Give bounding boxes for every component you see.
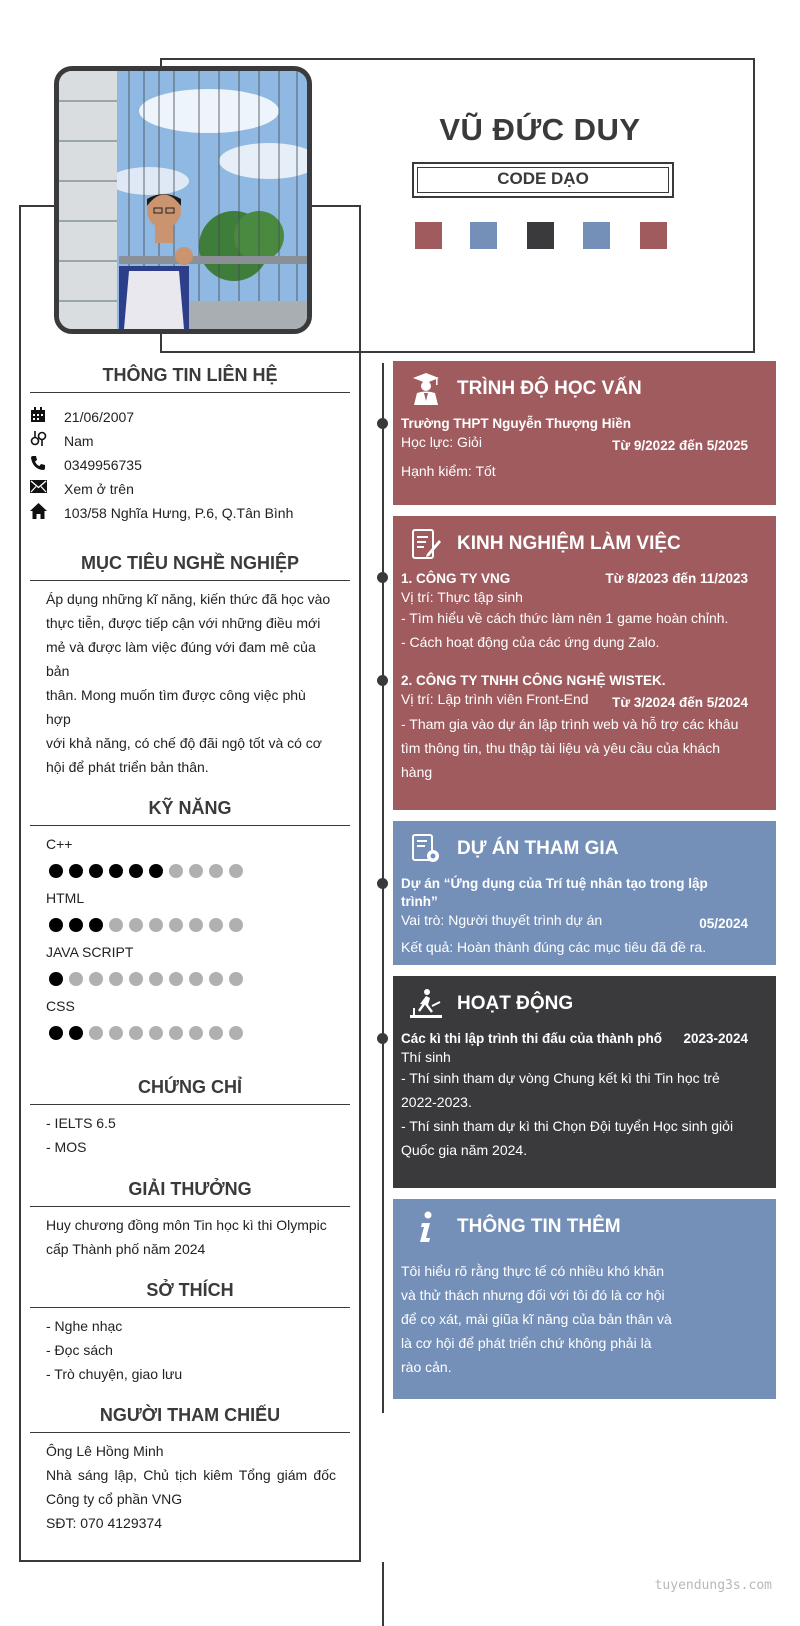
job-title: CODE DẠO — [497, 169, 589, 188]
skill-dot — [89, 864, 103, 878]
skill-dot — [149, 1026, 163, 1040]
info-icon — [401, 1209, 451, 1245]
objective-section — [30, 553, 350, 779]
mail-icon — [30, 480, 64, 498]
skill-name: CSS — [46, 998, 75, 1014]
skill-dot — [209, 972, 223, 986]
skill-dot — [89, 972, 103, 986]
reference-title: NGƯỜI THAM CHIẾU — [30, 1405, 350, 1433]
skill-dot — [209, 864, 223, 878]
home-icon — [30, 503, 64, 524]
job-company: 2. CÔNG TY TNHH CÔNG NGHỆ WISTEK. — [401, 673, 666, 688]
objective-line: Áp dụng những kĩ năng, kiến thức đã học vào — [46, 591, 331, 607]
objective-title: MỤC TIÊU NGHỀ NGHIỆP — [30, 553, 350, 581]
job-period: Từ 3/2024 đến 5/2024 — [612, 695, 748, 710]
objective-line: thực tiễn, được tiếp cận với những điều mới — [46, 615, 321, 631]
timeline-dot — [377, 675, 388, 686]
objective-line: với khả năng, có chế độ đãi ngộ tốt và có cơ — [46, 735, 322, 751]
skill-rating — [30, 908, 350, 942]
hobby-item: - Trò chuyện, giao lưu — [46, 1366, 183, 1382]
skill-dot — [89, 1026, 103, 1040]
activity-role: Thí sinh — [401, 1049, 451, 1065]
skill-dot — [49, 864, 63, 878]
project-settings-icon — [401, 831, 451, 867]
watermark: tuyendung3s.com — [654, 1578, 772, 1593]
activities-block — [393, 976, 776, 1188]
certificates-title: CHỨNG CHỈ — [30, 1077, 350, 1105]
extra-info-line: để cọ xát, mài giũa kĩ năng của bản thân và — [401, 1311, 672, 1327]
hobby-item: - Nghe nhạc — [46, 1318, 123, 1334]
timeline-dot — [377, 418, 388, 429]
contact-phone — [30, 453, 350, 477]
skill-dot — [229, 972, 243, 986]
graduate-icon — [401, 371, 451, 407]
job-line: hàng — [401, 764, 433, 780]
objective-text — [30, 581, 350, 779]
projects-title: DỰ ÁN THAM GIA — [457, 838, 619, 859]
awards-section — [30, 1179, 350, 1261]
activity-period: 2023-2024 — [683, 1031, 748, 1046]
job-line: tìm thông tin, thu thập tài liệu và yêu cầu của khách — [401, 740, 721, 756]
job-line: - Cách hoạt động của các ứng dụng Zalo. — [401, 634, 660, 650]
contact-phone-text: 0349956735 — [64, 457, 142, 473]
skill-rating — [30, 962, 350, 996]
job-period: Từ 8/2023 đến 11/2023 — [605, 571, 748, 586]
contact-birthday — [30, 405, 350, 429]
project-result: Kết quả: Hoàn thành đúng các mục tiêu đã đề ra. — [401, 939, 707, 955]
extra-info-block — [393, 1199, 776, 1399]
skill-dot — [169, 918, 183, 932]
skill-dot — [169, 1026, 183, 1040]
award-line: cấp Thành phố năm 2024 — [46, 1241, 206, 1257]
skill-rating — [30, 1016, 350, 1050]
color-swatch-2 — [470, 222, 497, 249]
reference-line: Ông Lê Hồng Minh — [46, 1443, 164, 1459]
reference-section — [30, 1405, 350, 1535]
education-period: Từ 9/2022 đến 5/2025 — [612, 438, 748, 453]
job-position: Vị trí: Thực tập sinh — [401, 589, 523, 605]
activity-name: Các kì thi lập trình thi đấu của thành phố — [401, 1031, 663, 1046]
skill-dot — [189, 972, 203, 986]
skills-section — [30, 798, 350, 1050]
color-swatch-3 — [527, 222, 554, 249]
activity-icon — [401, 986, 451, 1022]
skills-title: KỸ NĂNG — [30, 798, 350, 826]
extra-info-line: Tôi hiểu rõ rằng thực tế có nhiều khó khăn — [401, 1263, 665, 1279]
skill-name: JAVA SCRIPT — [46, 944, 134, 960]
profile-photo-drawing — [59, 71, 307, 329]
skill-dot — [129, 918, 143, 932]
skill-dot — [129, 972, 143, 986]
extra-info-line: là cơ hội để phát triển chứ không phải là — [401, 1335, 652, 1351]
skill-dot — [49, 918, 63, 932]
skills-list — [30, 826, 350, 1050]
job-position: Vị trí: Lập trình viên Front-End — [401, 691, 589, 707]
activity-line: - Thí sinh tham dự kì thi Chọn Đội tuyển Học sinh giỏi — [401, 1118, 734, 1134]
skill-dot — [229, 918, 243, 932]
contact-address — [30, 501, 350, 525]
skill-rating — [30, 854, 350, 888]
contact-gender-text: Nam — [64, 433, 94, 449]
contact-email — [30, 477, 350, 501]
experience-title: KINH NGHIỆM LÀM VIỆC — [457, 533, 681, 554]
activity-line: 2022-2023. — [401, 1094, 472, 1110]
color-swatch-1 — [415, 222, 442, 249]
extra-info-line: và thử thách nhưng đối với tôi đó là cơ hội — [401, 1287, 665, 1303]
experience-block — [393, 516, 776, 810]
skill-name: HTML — [46, 890, 85, 906]
reference-line: SĐT: 070 4129374 — [46, 1515, 162, 1531]
contact-email-text: Xem ở trên — [64, 481, 134, 497]
hobbies-section — [30, 1280, 350, 1386]
phone-icon — [30, 455, 64, 476]
color-swatch-5 — [640, 222, 667, 249]
skill-dot — [189, 918, 203, 932]
candidate-name: VŨ ĐỨC DUY — [439, 112, 641, 147]
timeline-line-bottom — [382, 1562, 384, 1626]
education-conduct: Hạnh kiểm: Tốt — [401, 463, 496, 479]
certificate-item: - IELTS 6.5 — [46, 1115, 116, 1131]
activities-title: HOẠT ĐỘNG — [457, 993, 574, 1014]
skill-name: C++ — [46, 836, 73, 852]
skill-dot — [69, 1026, 83, 1040]
contact-birthday-text: 21/06/2007 — [64, 409, 135, 425]
extra-info-line: rào cản. — [401, 1359, 452, 1375]
skill-dot — [49, 972, 63, 986]
skill-dot — [49, 1026, 63, 1040]
project-name: Dự án “Ứng dụng của Trí tuệ nhân tạo trong lập trình” — [401, 876, 708, 909]
contact-gender — [30, 429, 350, 453]
resume-edit-icon — [401, 526, 451, 562]
skill-dot — [149, 918, 163, 932]
skill-dot — [109, 918, 123, 932]
job-line: - Tìm hiểu về cách thức làm nên 1 game hoàn chỉnh. — [401, 610, 729, 626]
education-rank: Học lực: Giỏi — [401, 434, 482, 450]
objective-line: hội để phát triển bản thân. — [46, 759, 209, 775]
education-school: Trường THPT Nguyễn Thượng Hiền — [401, 416, 631, 431]
job-line: - Tham gia vào dự án lập trình web và hỗ trợ các khâu — [401, 716, 739, 732]
projects-block — [393, 821, 776, 965]
job-company: 1. CÔNG TY VNG — [401, 571, 511, 586]
timeline-dot — [377, 878, 388, 889]
skill-dot — [109, 972, 123, 986]
objective-line: bản — [46, 663, 70, 679]
objective-line: thân. Mong muốn tìm được công việc phù — [46, 687, 306, 703]
skill-dot — [209, 918, 223, 932]
skill-dot — [169, 864, 183, 878]
job-title-plate — [412, 162, 674, 198]
skill-dot — [209, 1026, 223, 1040]
color-swatch-4 — [583, 222, 610, 249]
certificate-item: - MOS — [46, 1139, 87, 1155]
skill-dot — [229, 1026, 243, 1040]
skill-dot — [109, 864, 123, 878]
objective-line: mẻ và được làm việc đúng với đam mê của — [46, 639, 316, 655]
skill-dot — [89, 918, 103, 932]
skill-dot — [129, 864, 143, 878]
contact-address-text: 103/58 Nghĩa Hưng, P.6, Q.Tân Bình — [64, 505, 294, 521]
project-date: 05/2024 — [699, 916, 748, 931]
certificates-section — [30, 1077, 350, 1159]
awards-title: GIẢI THƯỞNG — [30, 1179, 350, 1207]
skill-dot — [69, 918, 83, 932]
reference-line: Nhà sáng lập, Chủ tịch kiêm Tổng giám đốc — [46, 1467, 336, 1483]
activity-line: - Thí sinh tham dự vòng Chung kết kì thi Tin học trẻ — [401, 1070, 720, 1086]
project-role: Vai trò: Người thuyết trình dự án — [401, 912, 603, 928]
profile-photo — [54, 66, 312, 334]
hobbies-title: SỞ THÍCH — [30, 1280, 350, 1308]
calendar-icon — [30, 407, 64, 428]
skill-dot — [69, 972, 83, 986]
timeline-dot — [377, 572, 388, 583]
skill-dot — [129, 1026, 143, 1040]
skill-dot — [189, 1026, 203, 1040]
education-title: TRÌNH ĐỘ HỌC VẤN — [457, 378, 642, 399]
objective-line: hợp — [46, 711, 71, 727]
reference-line: Công ty cổ phần VNG — [46, 1491, 183, 1507]
timeline-dot — [377, 1033, 388, 1044]
education-block — [393, 361, 776, 505]
hobby-item: - Đọc sách — [46, 1342, 113, 1358]
contact-title: THÔNG TIN LIÊN HỆ — [30, 365, 350, 393]
skill-dot — [69, 864, 83, 878]
skill-dot — [149, 864, 163, 878]
extra-info-title: THÔNG TIN THÊM — [457, 1216, 621, 1237]
skill-dot — [189, 864, 203, 878]
activity-line: Quốc gia năm 2024. — [401, 1142, 528, 1158]
skill-dot — [109, 1026, 123, 1040]
award-line: Huy chương đồng môn Tin học kì thi Olympic — [46, 1217, 327, 1233]
skill-dot — [169, 972, 183, 986]
skill-dot — [229, 864, 243, 878]
contact-section — [30, 365, 350, 525]
skill-dot — [149, 972, 163, 986]
gender-icon — [30, 431, 64, 452]
